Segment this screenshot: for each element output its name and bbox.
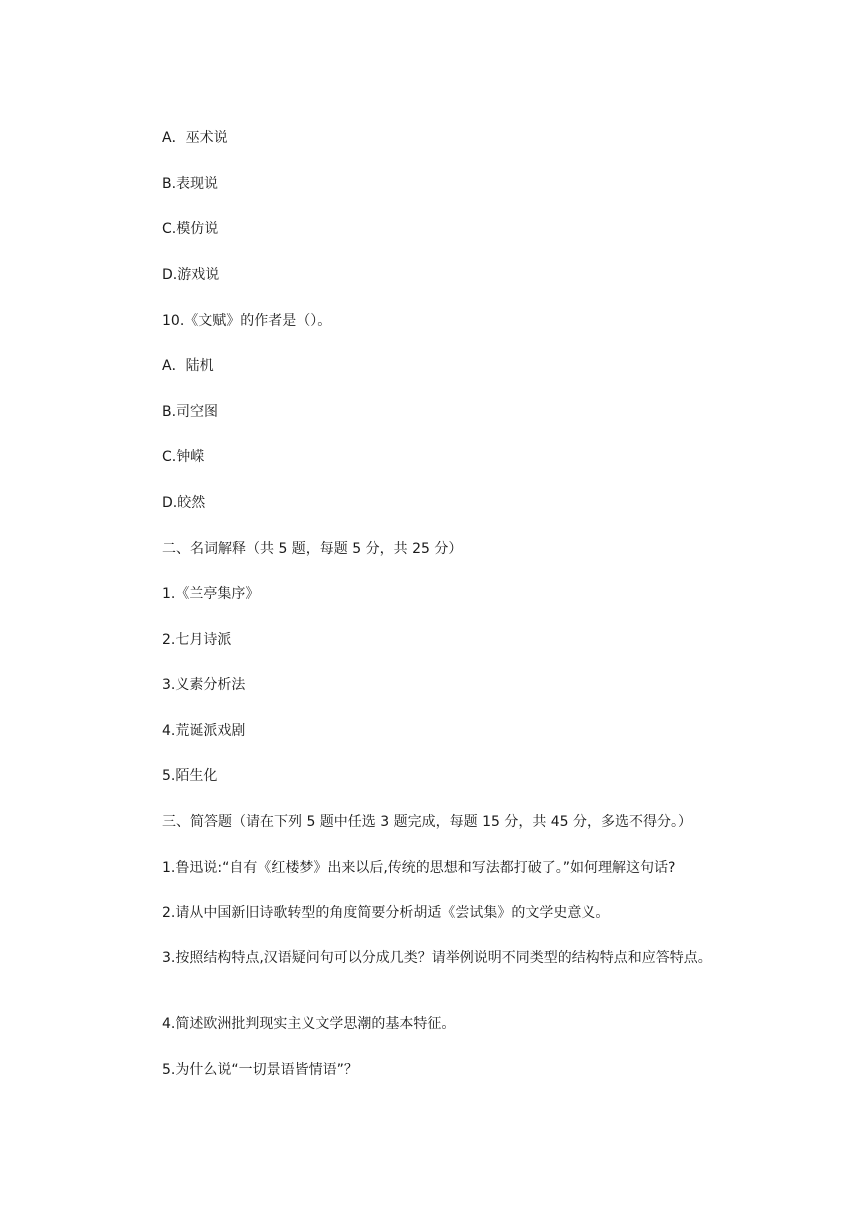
term-item-5: 5.陌生化	[162, 768, 218, 784]
short-answer-item-1: 1.鲁迅说:“自有《红楼梦》出来以后,传统的思想和写法都打破了。”如何理解这句话?	[162, 860, 676, 876]
option-d-q9: D.游戏说	[162, 267, 220, 283]
short-answer-item-3: 3.按照结构特点,汉语疑问句可以分成几类？请举例说明不同类型的结构特点和应答特点。	[162, 950, 712, 966]
term-item-2: 2.七月诗派	[162, 632, 232, 648]
section-2-heading: 二、名词解释（共 5 题，每题 5 分，共 25 分）	[162, 541, 463, 557]
option-b-q10: B.司空图	[162, 404, 219, 420]
short-answer-item-4: 4.简述欧洲批判现实主义文学思潮的基本特征。	[162, 1016, 456, 1032]
short-answer-item-2: 2.请从中国新旧诗歌转型的角度简要分析胡适《尝试集》的文学史意义。	[162, 905, 610, 921]
term-item-3: 3.义素分析法	[162, 677, 246, 693]
option-c-q10: C.钟嵘	[162, 449, 205, 465]
short-answer-item-5: 5.为什么说“一切景语皆情语”？	[162, 1062, 358, 1078]
option-a-q10: A．陆机	[162, 358, 214, 374]
option-b-q9: B.表现说	[162, 176, 219, 192]
option-a-q9: A．巫术说	[162, 130, 228, 146]
option-c-q9: C.模仿说	[162, 221, 219, 237]
option-d-q10: D.皎然	[162, 495, 206, 511]
question-10-stem: 10.《文赋》的作者是（）。	[162, 313, 332, 329]
term-item-1: 1.《兰亭集序》	[162, 586, 260, 602]
section-3-heading: 三、简答题（请在下列 5 题中任选 3 题完成，每题 15 分，共 45 分，多选不得分。）	[162, 814, 693, 830]
term-item-4: 4.荒诞派戏剧	[162, 723, 246, 739]
